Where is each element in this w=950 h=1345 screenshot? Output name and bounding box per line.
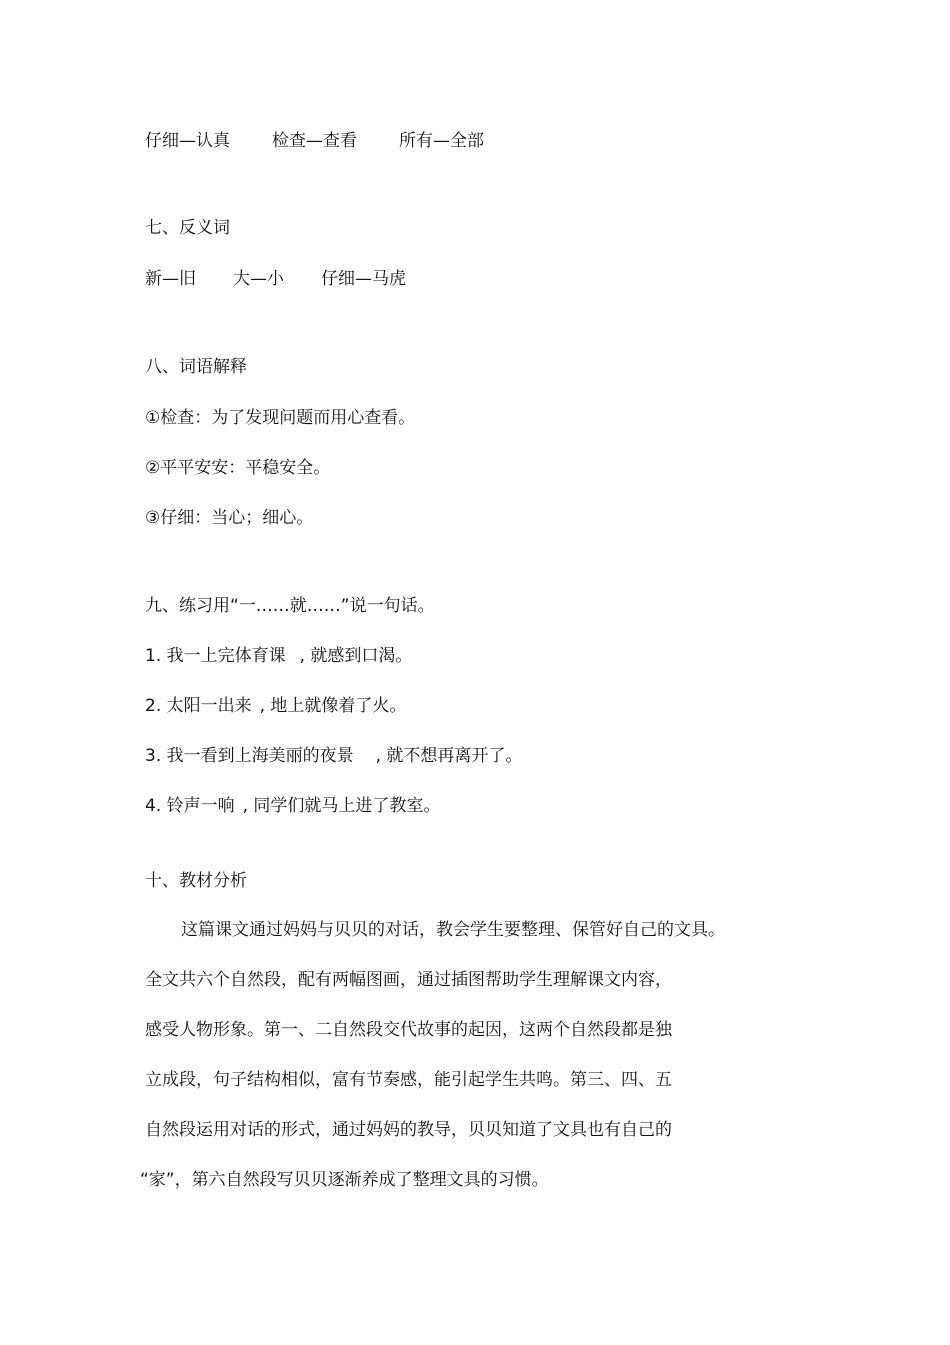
sentence-part: 1. 我一上完体育课 bbox=[145, 646, 286, 666]
analysis-line: 这篇课文通过妈妈与贝贝的对话，教会学生要整理、保管好自己的文具。 bbox=[181, 920, 725, 940]
sentence-part: , 就不想再离开了。 bbox=[375, 746, 523, 766]
synonym-pair: 所有—全部 bbox=[399, 131, 484, 151]
practice-sentence bbox=[145, 794, 440, 818]
sentence-part: , 地上就像着了火。 bbox=[259, 696, 407, 716]
section-heading-antonyms: 七、反义词 bbox=[145, 218, 230, 238]
section-heading-sentence-practice: 九、练习用“一……就……”说一句话。 bbox=[145, 596, 435, 616]
section-heading-word-explanation: 八、词语解释 bbox=[145, 357, 247, 377]
sentence-part: 2. 太阳一出来 bbox=[145, 696, 252, 716]
analysis-line: 立成段，句子结构相似，富有节奏感，能引起学生共鸣。第三、四、五 bbox=[145, 1070, 672, 1090]
analysis-line: 自然段运用对话的形式，通过妈妈的教导，贝贝知道了文具也有自己的 bbox=[145, 1120, 672, 1140]
antonym-pair: 仔细—马虎 bbox=[321, 269, 406, 289]
practice-sentence bbox=[145, 744, 522, 768]
analysis-line: 全文共六个自然段，配有两幅图画，通过插图帮助学生理解课文内容， bbox=[145, 970, 672, 990]
explanation-item: ②平平安安：平稳安全。 bbox=[145, 458, 331, 478]
explanation-item: ①检查：为了发现问题而用心查看。 bbox=[145, 408, 416, 428]
section-heading-textbook-analysis: 十、教材分析 bbox=[145, 871, 247, 891]
synonym-pair: 仔细—认真 bbox=[145, 131, 230, 151]
explanation-item: ③仔细：当心；细心。 bbox=[145, 508, 314, 528]
antonym-pair: 大—小 bbox=[233, 269, 284, 289]
synonym-pair: 检查—查看 bbox=[272, 131, 357, 151]
practice-sentence bbox=[145, 694, 406, 718]
sentence-part: 4. 铃声一响 bbox=[145, 796, 235, 816]
sentence-part: , 同学们就马上进了教室。 bbox=[242, 796, 441, 816]
synonyms-line bbox=[145, 129, 484, 153]
practice-sentence bbox=[145, 644, 412, 668]
antonym-pair: 新—旧 bbox=[145, 269, 196, 289]
antonyms-line bbox=[145, 267, 406, 291]
analysis-line: 感受人物形象。第一、二自然段交代故事的起因，这两个自然段都是独 bbox=[145, 1020, 672, 1040]
analysis-line: “家”，第六自然段写贝贝逐渐养成了整理文具的习惯。 bbox=[140, 1170, 549, 1190]
sentence-part: 3. 我一看到上海美丽的夜景 bbox=[145, 746, 354, 766]
sentence-part: , 就感到口渴。 bbox=[299, 646, 413, 666]
